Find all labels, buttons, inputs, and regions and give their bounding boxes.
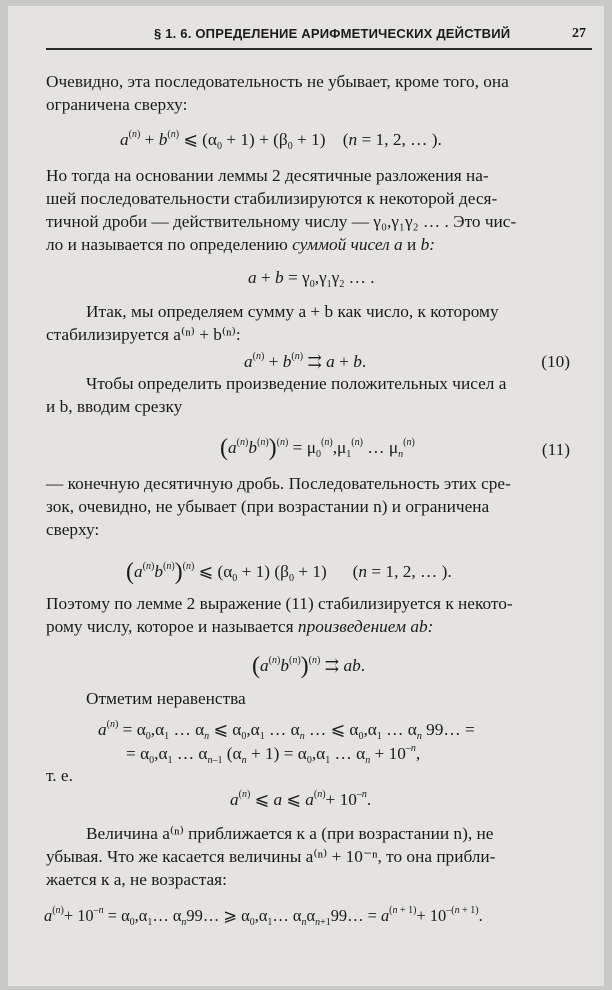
formula-product-cut: $(a^{(n)}b^{(n)})^{(n)} = \mu_0^{(n)},\mu_1^{(n)}$ … $\mu_n^{(n)}$ [220,435,415,461]
text-line: жается к a, не возрастая: [46,870,227,889]
text-line: Итак, мы определяем сумму a + b как число, к которому [86,302,499,321]
text-span: ло и называется по определению [46,235,293,254]
text-line: шей последовательности стабилизируются к некоторой деся- [46,189,498,208]
text-line: зок, очевидно, не убывает (при возрастании n) и ограничена [46,497,490,516]
section-title: § 1. 6. ОПРЕДЕЛЕНИЕ АРИФМЕТИЧЕСКИХ ДЕЙСТВИЙ [154,26,511,41]
text-line: Величина a⁽ⁿ⁾ приближается к a (при возрастании n), не [86,824,494,843]
formula-upper-approx: $a^{(n)}+ 10^{-n}$ = $\alpha_0,\alpha_1\dots$ $\alpha_n99\dots$ ⩾ $\alpha_0,\alpha_1\dots$ $\alpha_n\alpha_{n+1}99\dots = a^{(n + 1)}+ 10^{-(n + 1)}$. [44,905,483,928]
text-span: b: [420,235,435,254]
formula-sum-bound: $a^{(n)} + b^{(n)}$ ⩽ $(\alpha_0 + 1) + (\beta_0 + 1)$ (n = 1, 2, … ). [120,129,442,152]
text-line [46,235,435,255]
formula-sum-limit: $a^{(n)} + b^{(n)}$ ⇉ a + b. [244,351,367,371]
text-line: т. е. [46,766,73,785]
text-line: Поэтому по лемме 2 выражение (11) стабилизируется к некото- [46,594,513,613]
formula-bounds: $a^{(n)}$ ⩽ a ⩽ $a^{(n)}+ 10^{-n}$. [230,789,372,809]
text-line: сверху: [46,520,100,539]
emphasis-term: произведением ab: [297,617,434,636]
text-line: Чтобы определить произведение положительных чисел a [86,374,507,393]
equation-number: (11) [541,440,570,459]
text-line: и b, вводим срезку [46,397,183,416]
formula-product-limit: $(a^{(n)}b^{(n)})^{(n)}$ ⇉ ab. [252,653,366,679]
text-line: Отметим неравенства [86,689,246,708]
page-number: 27 [572,26,586,41]
text-line: ограничена сверху: [46,95,188,114]
formula-product-bound: $(a^{(n)}b^{(n)})^{(n)}$ ⩽ $(\alpha_0 + 1) (\beta_0 + 1)$ (n = 1, 2, … ). [126,559,452,585]
text-line: Очевидно, эта последовательность не убывает, кроме того, она [46,72,509,91]
formula-inequality-line1: $a^{(n)} = \alpha_0,\alpha_1$ … $\alpha_n$ ⩽ $\alpha_0,\alpha_1$ … $\alpha_n$ … ⩽ $\alpha_0,\alpha_1$ … $\alpha_n$ 99… = [98,719,475,742]
text-line: — конечную десятичную дробь. Последовательность этих сре- [46,474,511,493]
book-page [8,6,604,986]
text-line [46,617,433,637]
equation-number: (10) [541,352,570,371]
running-header [46,20,592,50]
text-line: убывая. Что же касается величины a⁽ⁿ⁾ + 10⁻ⁿ, то она прибли- [46,847,496,866]
formula-inequality-line2: = $\alpha_0,\alpha_1$ … $\alpha_{n-1}$ $(\alpha_n + 1) = \alpha_0,\alpha_1$ … $\alpha_n + 10^{-n}$, [126,743,421,766]
emphasis-term: суммой чисел a [292,235,403,254]
text-span: рому числу, которое и называется [46,617,298,636]
text-line: стабилизируется a⁽ⁿ⁾ + b⁽ⁿ⁾: [46,325,241,344]
text-line: Но тогда на основании леммы 2 десятичные разложения на- [46,166,489,185]
formula-sum-definition: $a + b = \gamma_0,\gamma_1\gamma_2$ … . [248,268,375,290]
text-span: и [402,235,421,254]
text-line: тичной дроби — действительному числу — γ₀,γ₁γ₂ … . Это чис- [46,212,517,231]
